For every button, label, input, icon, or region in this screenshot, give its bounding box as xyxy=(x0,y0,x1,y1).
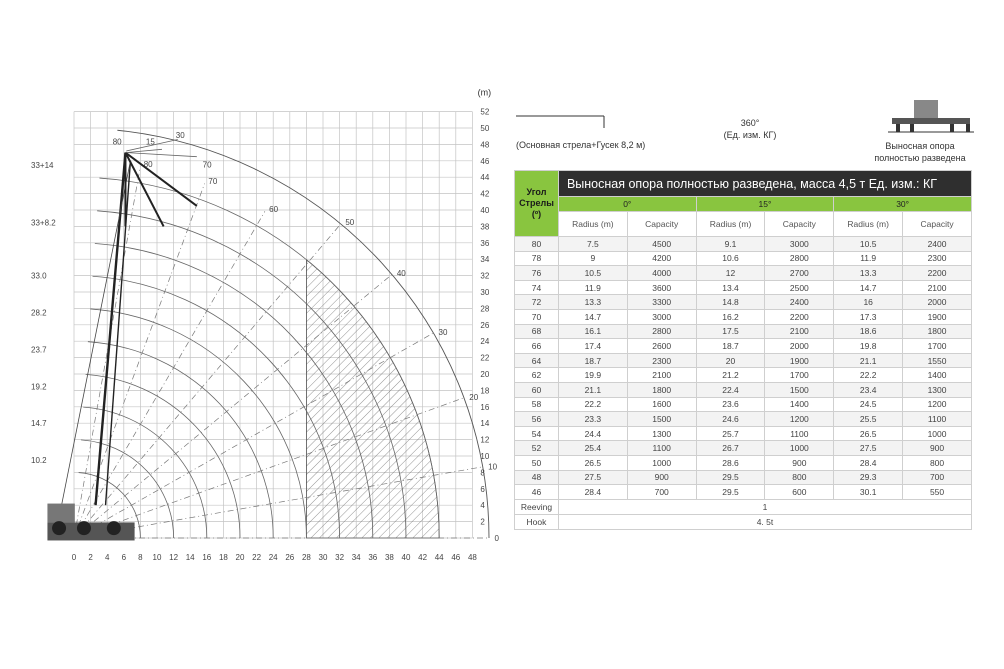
x-tick-label: 40 xyxy=(401,553,411,562)
y-tick-label: 2 xyxy=(480,517,485,527)
radius-cell: 22.4 xyxy=(696,382,765,397)
radius-cell: 13.3 xyxy=(834,266,903,281)
elevation-angle-label: 70 xyxy=(208,177,218,187)
boom-angle-cell: 62 xyxy=(515,368,559,383)
y-tick-label: 18 xyxy=(480,386,490,396)
radius-cell: 25.4 xyxy=(558,441,627,456)
capacity-cell: 1400 xyxy=(903,368,972,383)
radius-cell: 28.4 xyxy=(558,485,627,500)
x-tick-label: 6 xyxy=(121,553,127,562)
radius-cell: 10.6 xyxy=(696,251,765,266)
capacity-cell: 2800 xyxy=(765,251,834,266)
boom-length-label: 23.7 xyxy=(31,345,47,355)
capacity-cell: 1000 xyxy=(765,441,834,456)
capacity-cell: 2700 xyxy=(765,266,834,281)
y-tick-label: 28 xyxy=(480,304,490,314)
capacity-cell: 2200 xyxy=(903,266,972,281)
y-tick-label: 40 xyxy=(480,206,490,215)
outrigger-pictogram xyxy=(888,100,974,132)
radius-cell: 26.5 xyxy=(558,455,627,470)
table-row xyxy=(515,309,972,324)
capacity-cell: 2400 xyxy=(765,295,834,310)
reeving-label: Reeving xyxy=(515,499,559,514)
elevation-angle-label: 60 xyxy=(269,205,279,215)
table-row xyxy=(515,266,972,281)
elevation-angle-label: 10 xyxy=(488,462,498,472)
x-tick-label: 36 xyxy=(368,553,378,562)
y-tick-label: 10 xyxy=(480,452,490,461)
radius-cell: 13.3 xyxy=(558,295,627,310)
boom-angle-cell: 78 xyxy=(515,251,559,266)
main-boom xyxy=(96,153,126,506)
capacity-cell: 1600 xyxy=(627,397,696,412)
capacity-cell: 1800 xyxy=(903,324,972,339)
radius-cell: 10.5 xyxy=(834,237,903,252)
slew-angle: 360° xyxy=(740,118,760,128)
capacity-cell: 2200 xyxy=(765,309,834,324)
capacity-cell: 900 xyxy=(903,441,972,456)
boom-length-label: 33+8.2 xyxy=(31,218,56,228)
x-tick-label: 10 xyxy=(152,553,162,562)
offset-angle-0: 0° xyxy=(558,197,696,212)
table-title: Выносная опора полностью разведена, масса 4,5 т Ед. изм.: КГ xyxy=(558,171,971,197)
table-row xyxy=(515,397,972,412)
x-tick-label: 32 xyxy=(335,553,345,562)
y-tick-label: 30 xyxy=(480,288,490,297)
x-tick-label: 42 xyxy=(418,553,428,562)
capacity-cell: 700 xyxy=(627,485,696,500)
y-tick-label: 46 xyxy=(480,156,490,166)
x-tick-label: 18 xyxy=(218,553,228,562)
boom-length-label: 10.2 xyxy=(31,456,47,466)
reeving-value: 1 xyxy=(558,499,971,514)
elevation-angle-label: 80 xyxy=(143,160,153,170)
boom-angle-cell: 54 xyxy=(515,426,559,441)
y-tick-label: 20 xyxy=(480,370,490,379)
radius-cell: 9 xyxy=(558,251,627,266)
capacity-cell: 800 xyxy=(903,455,972,470)
y-tick-label: 34 xyxy=(480,255,490,265)
wheel xyxy=(52,521,66,535)
y-tick-label: 24 xyxy=(480,337,490,347)
x-tick-label: 24 xyxy=(268,553,278,562)
radius-cell: 18.6 xyxy=(834,324,903,339)
table-row xyxy=(515,280,972,295)
radius-cell: 16.2 xyxy=(696,309,765,324)
capacity-cell: 2000 xyxy=(765,339,834,354)
x-tick-label: 22 xyxy=(252,553,262,562)
elevation-angle-label: 50 xyxy=(345,218,355,228)
capacity-cell: 2100 xyxy=(627,368,696,383)
capacity-cell: 1550 xyxy=(903,353,972,368)
offset-angle-30: 30° xyxy=(834,197,972,212)
operator-cab xyxy=(47,504,74,523)
radius-cell: 19.8 xyxy=(834,339,903,354)
boom-angle-cell: 58 xyxy=(515,397,559,412)
units-caption: (Ед. изм. КГ) xyxy=(723,130,777,140)
boom-angle-cell: 72 xyxy=(515,295,559,310)
elevation-angle-label: 0 xyxy=(494,534,499,543)
axis-unit-label: (m) xyxy=(477,87,492,98)
radius-cell: 29.5 xyxy=(696,485,765,500)
boom-angle-cell: 60 xyxy=(515,382,559,397)
radius-cell: 28.4 xyxy=(834,455,903,470)
capacity-cell: 1200 xyxy=(765,412,834,427)
table-row xyxy=(515,485,972,500)
radius-cell: 18.7 xyxy=(696,339,765,354)
outrigger-line-2: полностью разведена xyxy=(874,153,966,163)
radius-cell: 14.7 xyxy=(558,309,627,324)
y-tick-label: 42 xyxy=(480,189,490,199)
capacity-cell: 600 xyxy=(765,485,834,500)
table-row xyxy=(515,324,972,339)
capacity-cell: 4000 xyxy=(627,266,696,281)
capacity-cell: 900 xyxy=(627,470,696,485)
boom-angle-cell: 48 xyxy=(515,470,559,485)
capacity-cell: 1800 xyxy=(627,382,696,397)
table-row xyxy=(515,295,972,310)
capacity-cell: 2800 xyxy=(627,324,696,339)
radius-header: Radius (m) xyxy=(834,212,903,237)
boom-angle-cell: 46 xyxy=(515,485,559,500)
radius-cell: 22.2 xyxy=(558,397,627,412)
y-tick-label: 36 xyxy=(480,238,490,248)
boom-length-label: 33.0 xyxy=(31,271,47,281)
outrigger-line-1: Выносная опора xyxy=(885,141,955,151)
capacity-cell: 3000 xyxy=(627,309,696,324)
capacity-cell: 3000 xyxy=(765,237,834,252)
y-tick-label: 12 xyxy=(480,435,490,445)
radius-cell: 11.9 xyxy=(558,280,627,295)
radius-cell: 20 xyxy=(696,353,765,368)
radius-cell: 26.7 xyxy=(696,441,765,456)
radius-cell: 25.5 xyxy=(834,412,903,427)
boom-angle-cell: 80 xyxy=(515,237,559,252)
capacity-header: Capacity xyxy=(765,212,834,237)
capacity-cell: 700 xyxy=(903,470,972,485)
radius-cell: 25.7 xyxy=(696,426,765,441)
boom-angle-header: Угол Стрелы (º) xyxy=(515,171,559,237)
capacity-cell: 1900 xyxy=(765,353,834,368)
radius-cell: 13.4 xyxy=(696,280,765,295)
elevation-angle-label: 40 xyxy=(396,268,406,278)
radius-cell: 12 xyxy=(696,266,765,281)
hook-value: 4. 5t xyxy=(558,514,971,529)
capacity-cell: 1500 xyxy=(765,382,834,397)
jib-angle-label: 70 xyxy=(202,160,212,170)
table-row xyxy=(515,441,972,456)
boom-length-label: 28.2 xyxy=(31,308,47,318)
table-row xyxy=(515,470,972,485)
capacity-cell: 2400 xyxy=(903,237,972,252)
capacity-cell: 4500 xyxy=(627,237,696,252)
x-tick-label: 46 xyxy=(451,553,461,562)
radius-cell: 29.3 xyxy=(834,470,903,485)
boom-length-label: 19.2 xyxy=(31,382,47,392)
y-tick-label: 8 xyxy=(480,468,485,478)
offset-angle-label: 15 xyxy=(145,137,155,147)
radius-cell: 7.5 xyxy=(558,237,627,252)
radius-cell: 24.4 xyxy=(558,426,627,441)
table-row xyxy=(515,237,972,252)
boom-angle-cell: 68 xyxy=(515,324,559,339)
radius-cell: 29.5 xyxy=(696,470,765,485)
radius-cell: 17.5 xyxy=(696,324,765,339)
radius-cell: 30.1 xyxy=(834,485,903,500)
x-tick-label: 12 xyxy=(169,553,179,562)
capacity-cell: 4200 xyxy=(627,251,696,266)
capacity-cell: 2000 xyxy=(903,295,972,310)
capacity-cell: 1700 xyxy=(903,339,972,354)
x-tick-label: 30 xyxy=(318,553,328,562)
y-tick-label: 4 xyxy=(480,501,485,511)
capacity-cell: 1000 xyxy=(627,455,696,470)
radius-cell: 18.7 xyxy=(558,353,627,368)
x-axis-labels xyxy=(72,553,478,562)
x-tick-label: 14 xyxy=(185,553,195,562)
capacity-cell: 1700 xyxy=(765,368,834,383)
capacity-cell: 3600 xyxy=(627,280,696,295)
y-tick-label: 26 xyxy=(480,320,490,330)
jib-config-caption: (Основная стрела+Гусек 8,2 м) xyxy=(516,140,646,150)
x-tick-label: 28 xyxy=(301,553,311,562)
radius-cell: 27.5 xyxy=(834,441,903,456)
table-row xyxy=(515,251,972,266)
capacity-cell: 2300 xyxy=(627,353,696,368)
capacity-cell: 1100 xyxy=(765,426,834,441)
boom-angle-cell: 52 xyxy=(515,441,559,456)
capacity-cell: 1300 xyxy=(627,426,696,441)
y-tick-label: 6 xyxy=(480,484,485,494)
elevation-line xyxy=(74,184,205,538)
x-tick-label: 8 xyxy=(138,553,143,562)
radius-cell: 9.1 xyxy=(696,237,765,252)
y-tick-label: 38 xyxy=(480,222,490,232)
x-tick-label: 4 xyxy=(104,553,110,562)
radius-cell: 23.6 xyxy=(696,397,765,412)
y-tick-label: 22 xyxy=(480,353,490,363)
radius-cell: 26.5 xyxy=(834,426,903,441)
y-tick-label: 44 xyxy=(480,173,490,183)
radius-cell: 21.2 xyxy=(696,368,765,383)
radius-header: Radius (m) xyxy=(696,212,765,237)
boom-angle-cell: 74 xyxy=(515,280,559,295)
y-tick-label: 48 xyxy=(480,140,490,150)
radius-cell: 21.1 xyxy=(834,353,903,368)
capacity-cell: 2300 xyxy=(903,251,972,266)
capacity-cell: 1900 xyxy=(903,309,972,324)
capacity-cell: 1300 xyxy=(903,382,972,397)
offset-angle-label: 30 xyxy=(175,130,185,140)
boom-angle-cell: 56 xyxy=(515,412,559,427)
radius-cell: 14.7 xyxy=(834,280,903,295)
capacity-cell: 1000 xyxy=(903,426,972,441)
wheel xyxy=(107,521,121,535)
x-tick-label: 20 xyxy=(235,553,245,562)
radius-cell: 14.8 xyxy=(696,295,765,310)
elevation-angle-label: 30 xyxy=(438,327,448,337)
radius-cell: 23.3 xyxy=(558,412,627,427)
y-tick-label: 50 xyxy=(480,124,490,133)
outrigger-caption xyxy=(858,140,982,164)
jib-angle-label: 80 xyxy=(112,137,122,147)
crane-carrier xyxy=(47,504,134,541)
radius-cell: 10.5 xyxy=(558,266,627,281)
capacity-cell: 1500 xyxy=(627,412,696,427)
capacity-cell: 1100 xyxy=(903,412,972,427)
radius-cell: 17.4 xyxy=(558,339,627,354)
wheel xyxy=(77,521,91,535)
table-row xyxy=(515,455,972,470)
table-row xyxy=(515,382,972,397)
x-tick-label: 48 xyxy=(467,553,477,562)
capacity-cell: 2100 xyxy=(765,324,834,339)
radius-cell: 27.5 xyxy=(558,470,627,485)
capacity-cell: 2600 xyxy=(627,339,696,354)
capacity-cell: 2100 xyxy=(903,280,972,295)
table-row xyxy=(515,368,972,383)
jib-offset-guide xyxy=(126,153,197,157)
boom-angle-cell: 70 xyxy=(515,309,559,324)
capacity-cell: 550 xyxy=(903,485,972,500)
offset-angle-15: 15° xyxy=(696,197,834,212)
boom-angle-cell: 76 xyxy=(515,266,559,281)
radius-cell: 24.6 xyxy=(696,412,765,427)
elevation-angle-label: 20 xyxy=(469,392,479,402)
x-tick-label: 16 xyxy=(202,553,212,562)
radius-cell: 21.1 xyxy=(558,382,627,397)
boom-angle-cell: 66 xyxy=(515,339,559,354)
radius-cell: 19.9 xyxy=(558,368,627,383)
capacity-cell: 1200 xyxy=(903,397,972,412)
boom-angle-cell: 64 xyxy=(515,353,559,368)
radius-cell: 22.2 xyxy=(834,368,903,383)
table-row xyxy=(515,412,972,427)
capacity-cell: 2500 xyxy=(765,280,834,295)
radius-cell: 16 xyxy=(834,295,903,310)
radius-cell: 16.1 xyxy=(558,324,627,339)
slew-caption xyxy=(720,117,780,141)
x-tick-label: 38 xyxy=(384,553,394,562)
radius-cell: 17.3 xyxy=(834,309,903,324)
y-tick-label: 16 xyxy=(480,402,490,412)
radius-header: Radius (m) xyxy=(558,212,627,237)
boom-angle-cell: 50 xyxy=(515,455,559,470)
table-row xyxy=(515,339,972,354)
capacity-cell: 3300 xyxy=(627,295,696,310)
load-table xyxy=(514,170,972,530)
hook-label: Hook xyxy=(515,514,559,529)
boom-length-label: 33+14 xyxy=(31,160,54,170)
y-tick-label: 32 xyxy=(480,271,490,281)
x-tick-label: 34 xyxy=(351,553,361,562)
y-tick-label: 14 xyxy=(480,419,490,429)
x-tick-label: 44 xyxy=(434,553,444,562)
x-tick-label: 0 xyxy=(71,553,77,562)
radius-cell: 28.6 xyxy=(696,455,765,470)
radius-cell: 24.5 xyxy=(834,397,903,412)
capacity-cell: 800 xyxy=(765,470,834,485)
capacity-cell: 1100 xyxy=(627,441,696,456)
x-tick-label: 2 xyxy=(88,553,93,562)
table-row xyxy=(515,353,972,368)
capacity-header: Capacity xyxy=(903,212,972,237)
boom-hoist-line xyxy=(62,161,131,505)
y-tick-label: 52 xyxy=(480,107,490,117)
capacity-cell: 1400 xyxy=(765,397,834,412)
capacity-header: Capacity xyxy=(627,212,696,237)
table-row xyxy=(515,426,972,441)
radius-cell: 23.4 xyxy=(834,382,903,397)
x-tick-label: 26 xyxy=(285,553,295,562)
capacity-cell: 900 xyxy=(765,455,834,470)
boom-length-label: 14.7 xyxy=(31,419,47,429)
radius-cell: 11.9 xyxy=(834,251,903,266)
